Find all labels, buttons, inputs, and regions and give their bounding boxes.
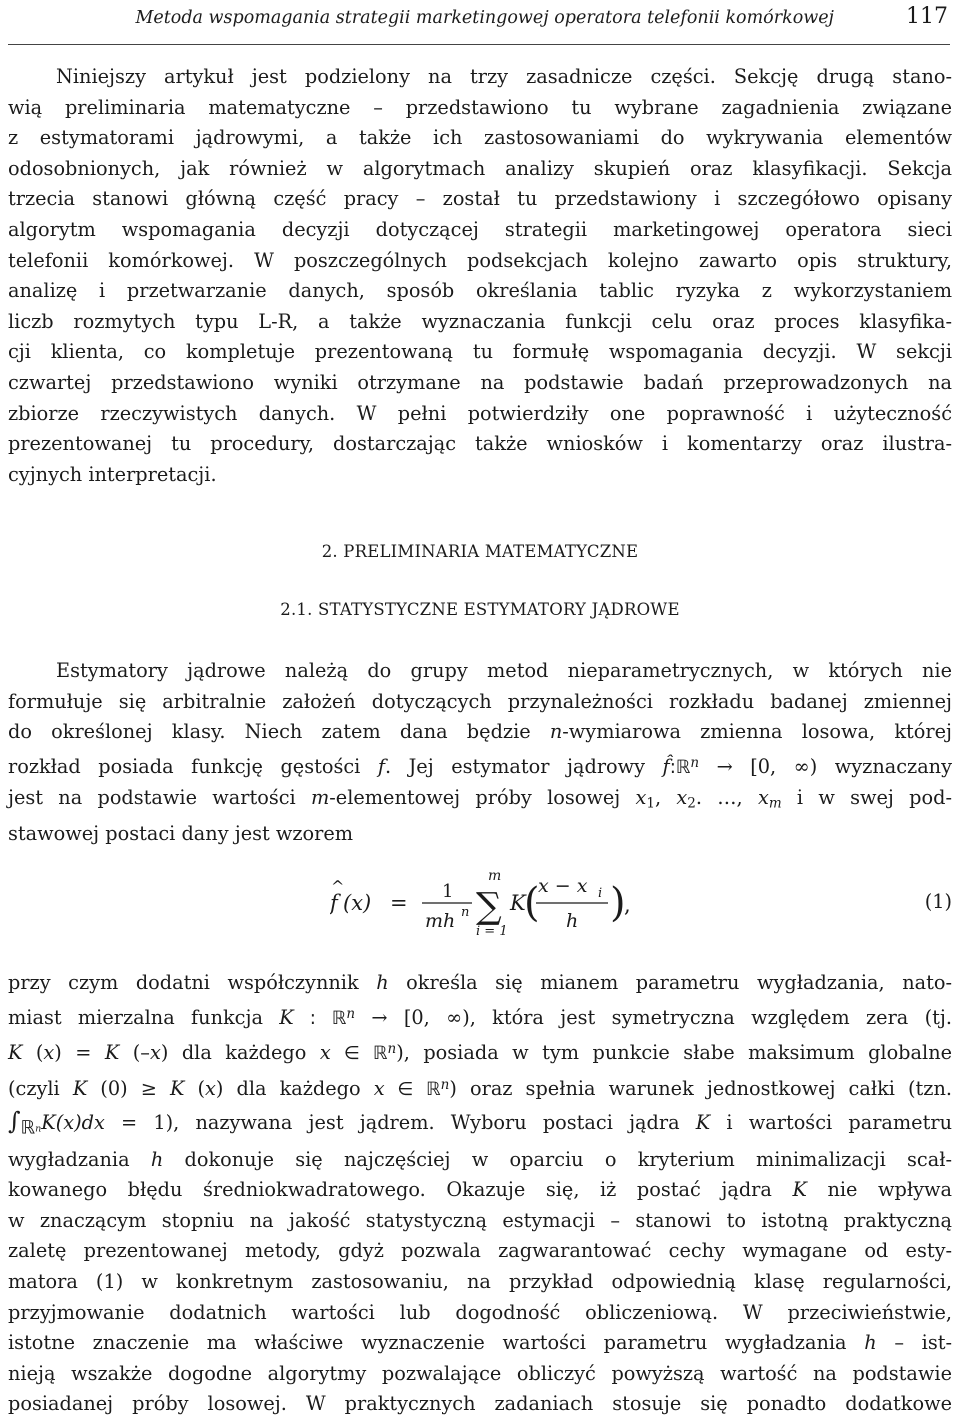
kernel-line: rozkład posiada funkcję gęstości f. Jej estymator jądrowy f̂:ℝ$^n$ → [0, ∞) wyznaczany [8,754,952,778]
page-number: 117 [906,4,948,29]
intro-line: wią preliminaria matematyczne – przedstawiono tu wybrane zagadnienia związane [8,95,952,119]
intro-line: z estymatorami jądrowymi, a także ich zastosowaniami do wykrywania elementów [8,126,952,150]
eq-inner-numerator: x − x [538,875,588,897]
eq-kernel: K [510,891,526,915]
kernel-estimator-equation [0,862,960,944]
equation-number: (1) [924,890,952,913]
intro-line: prezentowanej tu procedury, dostarczając także wniosków i komentarzy oraz ilustra- [8,432,952,456]
after-line: (czyli K (0) ≥ K (x) dla każdego x ∈ ℝ$^n$) oraz spełnia warunek jednostkowej całki (tzn. [8,1076,953,1101]
intro-line: algorytm wspomagania decyzji dotyczącej strategii marketingowej operatora sieci [8,217,952,241]
eq-frac-denominator-sup: n [461,905,470,920]
after-line: kowanego błędu średniokwadratowego. Okazuje się, iż postać jądra K nie wpływa [8,1178,953,1202]
after-line: w znaczącym stopniu na jakość statystyczną estymacji – stanowi to istotną praktyczną [8,1208,952,1232]
eq-frac-denominator: mh [425,910,456,932]
eq-frac-numerator: 1 [442,881,454,902]
intro-line: liczb rozmytych typu L-R, a także wyznaczania funkcji celu oraz proces klasyfika- [8,309,952,333]
after-line: ∫ℝ$_n$K(x)dx = 1), nazywana jest jądrem. Wyboru postaci jądra K i wartości parametru [8,1106,952,1139]
eq-inner-numerator-sub: i [598,886,603,901]
eq-sum-bottom: i = 1 [476,924,508,939]
after-line: istotne znaczenie ma właściwe wyznaczenie wartości parametru wygładzania h – ist- [8,1331,952,1355]
intro-line: Niniejszy artykuł jest podzielony na trzy zasadnicze części. Sekcję drugą stano- [56,65,952,88]
eq-trailing-comma: , [624,893,631,917]
running-header [8,0,950,45]
kernel-line: jest na podstawie wartości m-elementowej próby losowej $x_1$, $x_2$. …, $x_m$ i w swej pod- [8,786,952,812]
intro-line: cji klienta, co kompletuje prezentowaną tu formułę wspomagania decyzji. W sekcji [8,340,952,364]
eq-inner-denominator: h [566,910,579,932]
subsection-heading: 2.1. STATYSTYCZNE ESTYMATORY JĄDROWE [280,600,680,619]
after-line: nieją wszakże dogodne algorytmy pozwalające obliczyć powyższą wartość na podstawie [8,1361,952,1385]
eq-left-paren: ( [524,880,540,926]
eq-equals: = [390,891,408,915]
after-line: matora (1) w konkretnym zastosowaniu, na przykład odpowiednią klasę regularności, [8,1269,952,1293]
after-line: wygładzania h dokonuje się najczęściej w oparciu o kryterium minimalizacji scał- [8,1147,952,1171]
intro-line: cyjnych interpretacji. [8,462,217,486]
after-line: przy czym dodatni współczynnik h określa się mianem parametru wygładzania, nato- [8,971,952,994]
eq-sum-sign: ∑ [476,886,502,927]
intro-line: czwartej przedstawiono wyniki otrzymane na podstawie badań przeprowadzonych na [8,370,952,394]
intro-line: zbiorze rzeczywistych danych. W pełni potwierdziły one poprawność i użyteczność [8,401,952,425]
kernel-paragraph [8,656,952,850]
kernel-line: Estymatory jądrowe należą do grupy metod nieparametrycznych, w których nie [56,659,952,682]
intro-line: analizę i przetwarzanie danych, sposób określania tablic ryzyka z wykorzystaniem [8,279,952,303]
section-heading: 2. PRELIMINARIA MATEMATYCZNE [321,542,639,561]
after-line: K (x) = K (–x) dla każdego x ∈ ℝ$^n$), posiada w tym punkcie słabe maksimum globalne [8,1041,953,1065]
after-line: zaletę prezentowanej metody, gdyż pozwala zagwarantować cechy wymagane od esty- [8,1239,952,1263]
intro-line: odosobnionych, jak również w algorytmach analizy skupień oraz klasyfikacji. Sekcja [8,156,952,180]
eq-lhs-arg: (x) [343,891,372,915]
intro-line: trzecia stanowi główną część pracy – został tu przedstawiony i szczegółowo opisany [8,187,952,211]
eq-sum-top: m [488,868,502,884]
eq-hat-mark: ^ [331,877,345,896]
after-line: przyjmowanie dodatnich wartości lub dogodność obliczeniową. W przeciwieństwie, [8,1300,952,1324]
after-line: posiadanej próby losowej. W praktycznych zadaniach stosuje się ponadto dodatkowe [8,1392,952,1416]
eq-lhs-f: f [330,891,338,915]
eq-right-paren: ) [610,880,626,926]
equation-formula [330,862,650,944]
intro-line: telefonii komórkowej. W poszczególnych podsekcjach kolejno zawarto opis struktury, [8,248,952,272]
after-line: miast mierzalna funkcja K : ℝ$^n$ → [0, ∞), która jest symetryczna względem zera (tj. [8,1005,952,1029]
intro-paragraph [8,62,952,490]
after-paragraph [8,968,952,1420]
kernel-line: formułuje się arbitralnie założeń dotyczących przynależności rozkładu badanej zmiennej [8,689,952,713]
running-title: Metoda wspomagania strategii marketingowej operatora telefonii komórkowej [135,8,834,28]
kernel-line: stawowej postaci dany jest wzorem [8,822,354,846]
kernel-line: do określonej klasy. Niech zatem dana będzie n-wymiarowa zmienna losowa, której [8,720,952,744]
